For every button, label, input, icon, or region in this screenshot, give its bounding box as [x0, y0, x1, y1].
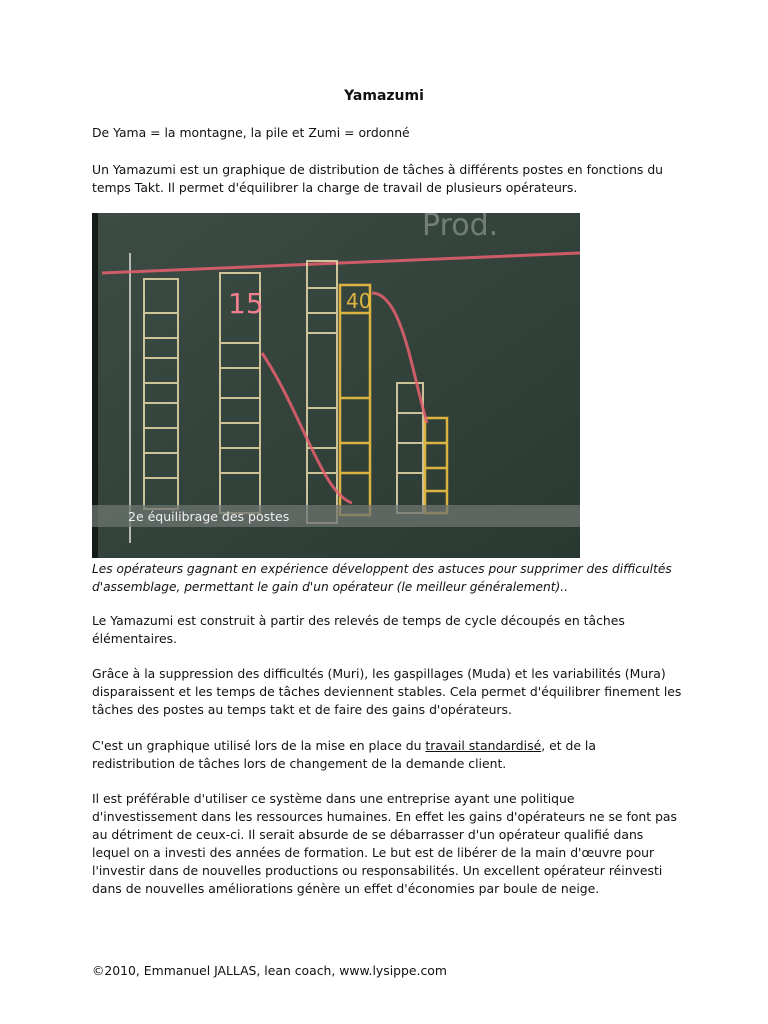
figure-caption: Les opérateurs gagnant en expérience développent des astuces pour supprimer des difficultés d'assemblage, permettant le gain d'un opérateur (le meilleur généralement)..: [92, 562, 672, 594]
svg-text:40: 40: [346, 289, 372, 313]
footer-copyright: ©2010, Emmanuel JALLAS, lean coach, www.lysippe.com: [92, 963, 447, 978]
whiteboard-photo: [92, 213, 580, 558]
standard-work-link[interactable]: travail standardisé: [425, 738, 542, 753]
construction-paragraph: Le Yamazumi est construit à partir des relevés de temps de cycle découpés en tâches élémentaires.: [92, 613, 625, 646]
svg-text:Prod.: Prod.: [422, 213, 499, 243]
usage-text-before: C'est un graphique utilisé lors de la mise en place du: [92, 738, 426, 753]
benefits-paragraph: Grâce à la suppression des difficultés (Muri), les gaspillages (Muda) et les variabilités (Mura) disparaissent et les temps de tâches deviennent stables. Cela permet d'équilibrer finement les tâches des postes au temps takt et de faire des gains d'opérateurs.: [92, 666, 682, 717]
svg-text:15: 15: [228, 287, 264, 320]
photo-subtitle-overlay: 2e équilibrage des postes: [128, 509, 290, 524]
usage-paragraph: [92, 737, 682, 773]
usage-text-after: , et de la redistribution de tâches lors de changement de la demande client.: [92, 738, 596, 771]
etymology-paragraph: De Yama = la montagne, la pile et Zumi = ordonné: [92, 125, 410, 140]
policy-paragraph: Il est préférable d'utiliser ce système dans une entreprise ayant une politique d'investissement dans les ressources humaines. En effet les gains d'opérateurs ne se font pas au détriment de ceux-ci. Il serait absurde de se débarrasser d'un opérateur qualifié dans lequel on a investi des années de formation. Le but est de libérer de la main d'œuvre pour l'investir dans de nouvelles productions ou responsabilités. Un excellent opérateur réinvesti dans de nouvelles améliorations génère un effet d'économies par boule de neige.: [92, 791, 677, 896]
page-title: Yamazumi: [344, 88, 424, 104]
intro-paragraph: Un Yamazumi est un graphique de distribution de tâches à différents postes en fonctions du temps Takt. Il permet d'équilibrer la charge de travail de plusieurs opérateurs.: [92, 162, 664, 195]
